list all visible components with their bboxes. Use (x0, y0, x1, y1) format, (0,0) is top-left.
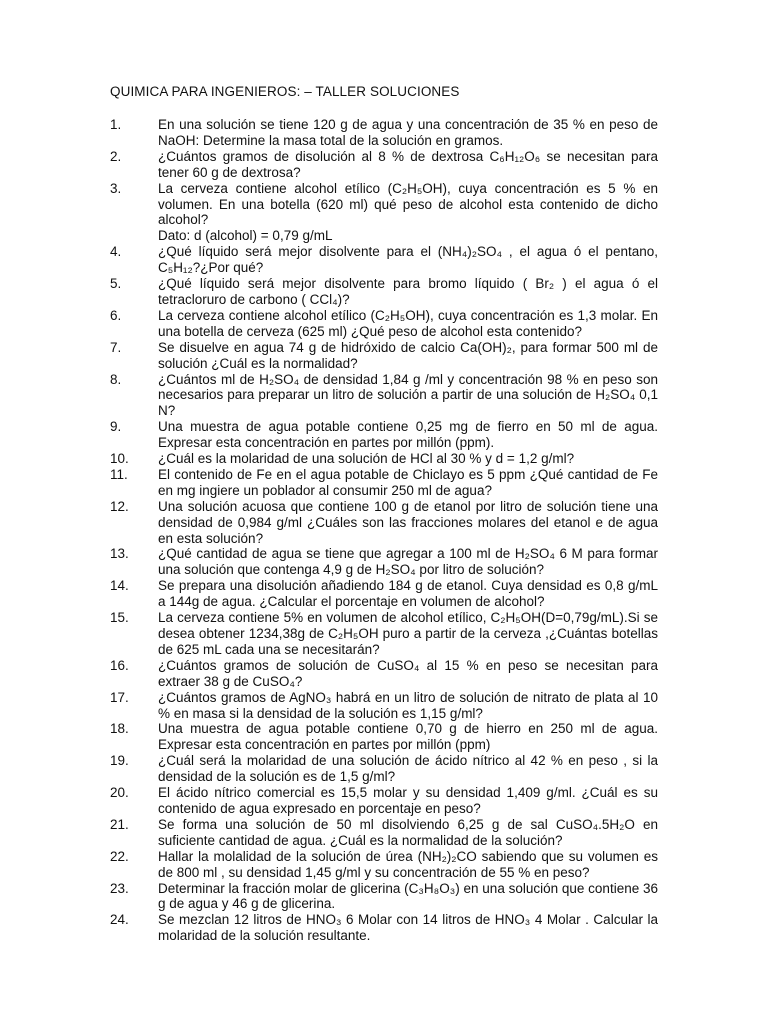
question-extra-data: Dato: d (alcohol) = 0,79 g/mL (158, 228, 333, 244)
question-number: 1. (110, 117, 122, 132)
question-item (110, 690, 658, 722)
question-text: ¿Cuál es la molaridad de una solución de HCl al 30 % y d = 1,2 g/ml? (158, 451, 575, 467)
question-number: 11. (110, 466, 128, 482)
question-item (110, 181, 658, 245)
question-item (110, 451, 658, 467)
question-text: Hallar la molalidad de la solución de úrea (NH₂)₂CO sabiendo que su volumen es de 800 ml , su densidad 1,45 g/ml y su concentración de 55 % en peso? (158, 848, 658, 880)
question-text: Una muestra de agua potable contiene 0,25 mg de fierro en 50 ml de agua. Expresar esta concentración en partes por millón (ppm). (158, 419, 658, 451)
question-item (110, 817, 658, 849)
document-title: QUIMICA PARA INGENIEROS: – TALLER SOLUCIONES (110, 84, 460, 99)
question-item (110, 244, 658, 276)
question-number: 3. (110, 180, 122, 196)
question-number: 22. (110, 848, 129, 864)
question-number: 19. (110, 753, 129, 769)
question-text: ¿Qué líquido será mejor disolvente para bromo líquido ( Br₂ ) el agua ó el tetracloruro de carbono ( CCl₄)? (158, 276, 658, 307)
question-text: Se disuelve en agua 74 g de hidróxido de calcio Ca(OH)₂, para formar 500 ml de solución ¿Cuál es la normalidad? (158, 339, 658, 371)
question-item (110, 149, 658, 181)
question-item (110, 753, 658, 785)
question-text: Se prepara una disolución añadiendo 184 g de etanol. Cuya densidad es 0,8 g/mL a 144g de agua. ¿Calcular el porcentaje en volumen de alcohol? (158, 578, 658, 610)
question-list (110, 117, 658, 944)
question-text: El contenido de Fe en el agua potable de Chiclayo es 5 ppm ¿Qué cantidad de Fe en mg ingiere un poblador al consumir 250 ml de agua? (158, 466, 658, 498)
question-text: ¿Cuántos ml de H₂SO₄ de densidad 1,84 g /ml y concentración 98 % en peso son necesarios para preparar un litro de solución a partir de una solución de H₂SO₄ 0,1 N? (158, 371, 658, 419)
question-text: El ácido nítrico comercial es 15,5 molar y su densidad 1,409 g/ml. ¿Cuál es su contenido de agua expresado en porcentaje en peso? (158, 785, 658, 816)
question-number: 15. (110, 610, 129, 626)
question-item (110, 499, 658, 547)
question-item (110, 912, 658, 944)
question-text: Determinar la fracción molar de glicerina (C₃H₈O₃) en una solución que contiene 36 g de agua y 46 g de glicerina. (158, 880, 658, 912)
question-item (110, 610, 658, 658)
question-text: ¿Qué cantidad de agua se tiene que agregar a 100 ml de H₂SO₄ 6 M para formar una solución que contenga 4,9 g de H₂SO₄ por litro de solución? (158, 546, 658, 578)
question-number: 7. (110, 339, 122, 355)
question-item (110, 467, 658, 499)
question-text: En una solución se tiene 120 g de agua y una concentración de 35 % en peso de NaOH: Determine la masa total de la solución en gramos. (158, 117, 658, 148)
question-text: ¿Cuántos gramos de disolución al 8 % de dextrosa C₆H₁₂O₆ se necesitan para tener 60 g de dextrosa? (158, 148, 658, 180)
question-text: La cerveza contiene alcohol etílico (C₂H₅OH), cuya concentración es 1,3 molar. En una botella de cerveza (625 ml) ¿Qué peso de alcohol esta contenido? (158, 307, 658, 339)
question-item (110, 849, 658, 881)
question-number: 24. (110, 912, 129, 928)
question-item (110, 372, 658, 420)
question-number: 8. (110, 371, 122, 387)
question-text: Una muestra de agua potable contiene 0,70 g de hierro en 250 ml de agua. Expresar esta concentración en partes por millón (ppm) (158, 721, 658, 753)
question-text: ¿Cuál será la molaridad de una solución de ácido nítrico al 42 % en peso , si la densidad de la solución es de 1,5 g/ml? (158, 753, 658, 785)
question-item (110, 546, 658, 578)
question-number: 23. (110, 880, 129, 896)
question-number: 13. (110, 546, 129, 562)
question-number: 9. (110, 419, 122, 435)
question-number: 16. (110, 657, 129, 673)
question-item (110, 658, 658, 690)
question-number: 4. (110, 244, 122, 260)
question-item (110, 340, 658, 372)
question-item (110, 578, 658, 610)
question-number: 6. (110, 307, 122, 323)
question-item (110, 881, 658, 913)
question-number: 17. (110, 689, 129, 705)
question-number: 18. (110, 721, 129, 737)
question-number: 21. (110, 816, 129, 832)
question-item (110, 419, 658, 451)
question-text: Se forma una solución de 50 ml disolviendo 6,25 g de sal CuSO₄.5H₂O en suficiente cantidad de agua. ¿Cuál es la normalidad de la solución? (158, 816, 658, 848)
question-number: 12. (110, 498, 129, 514)
question-number: 14. (110, 578, 129, 594)
question-item (110, 721, 658, 753)
question-item (110, 308, 658, 340)
question-item (110, 117, 658, 149)
question-number: 20. (110, 785, 129, 801)
question-text: ¿Qué líquido será mejor disolvente para el (NH₄)₂SO₄ , el agua ó el pentano, C₅H₁₂?¿Por qué? (158, 244, 658, 276)
question-number: 10. (110, 451, 129, 467)
question-number: 2. (110, 148, 122, 164)
question-item (110, 276, 658, 308)
question-text: La cerveza contiene alcohol etílico (C₂H₅OH), cuya concentración es 5 % en volumen. En una botella (620 ml) qué peso de alcohol esta contenido de dicho alcohol? (158, 180, 658, 228)
question-text: La cerveza contiene 5% en volumen de alcohol etílico, C₂H₅OH(D=0,79g/mL).Si se desea obtener 1234,38g de C₂H₅OH puro a partir de la cerveza ,¿Cuántas botellas de 625 mL cada una se necesitarán? (158, 610, 658, 657)
question-text: ¿Cuántos gramos de AgNO₃ habrá en un litro de solución de nitrato de plata al 10 % en masa si la densidad de la solución es 1,15 g/ml? (158, 689, 658, 721)
question-number: 5. (110, 276, 122, 292)
question-text: Se mezclan 12 litros de HNO₃ 6 Molar con 14 litros de HNO₃ 4 Molar . Calcular la molaridad de la solución resultante. (158, 912, 658, 944)
question-text: ¿Cuántos gramos de solución de CuSO₄ al 15 % en peso se necesitan para extraer 38 g de CuSO₄? (158, 657, 658, 689)
question-item (110, 785, 658, 817)
question-text: Una solución acuosa que contiene 100 g de etanol por litro de solución tiene una densidad de 0,984 g/ml ¿Cuáles son las fracciones molares del etanol e de agua en esta solución? (158, 498, 658, 546)
